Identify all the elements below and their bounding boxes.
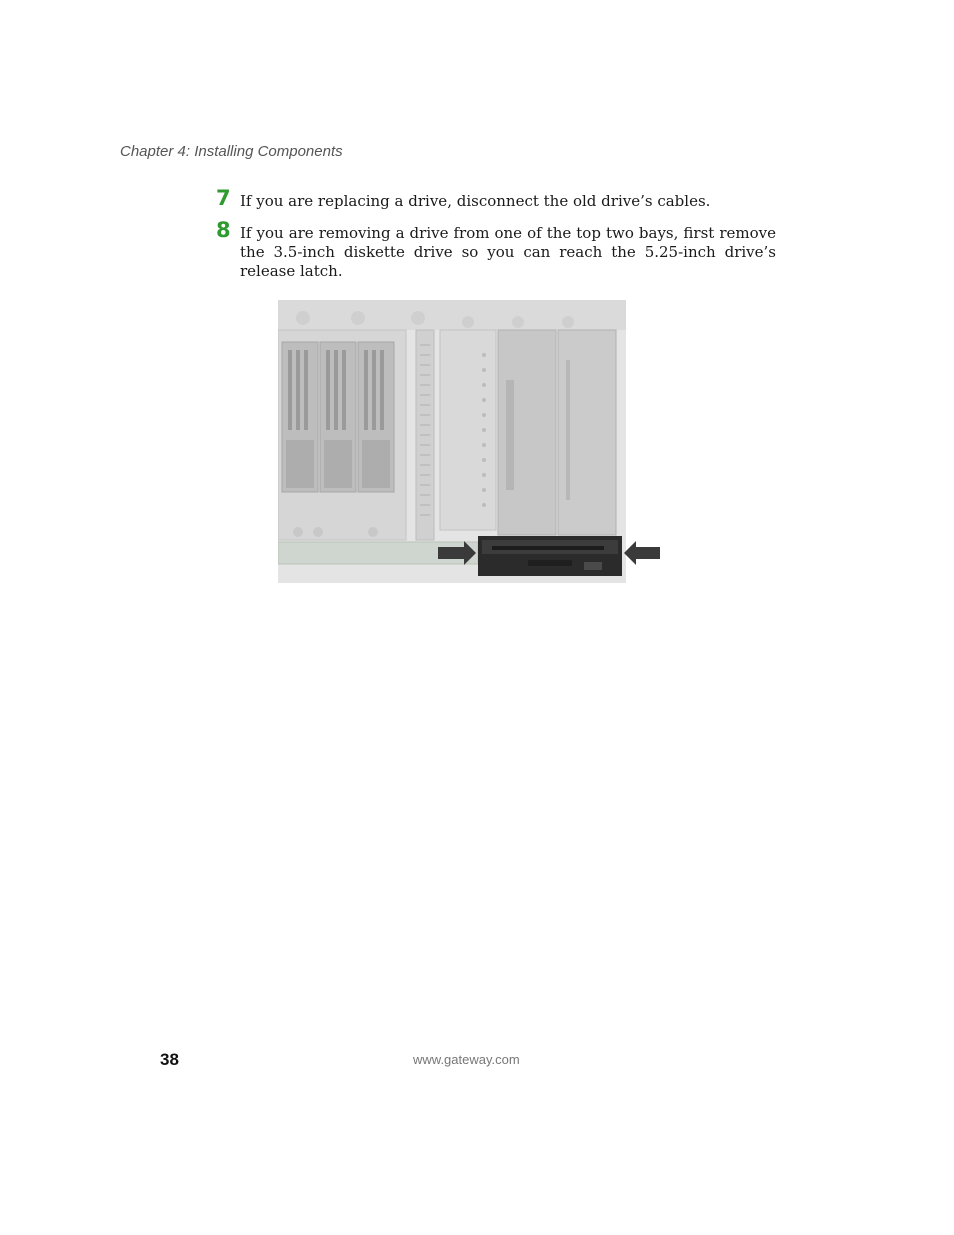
drive-trays [282,342,394,492]
step-text: If you are removing a drive from one of the top two bays, first remove the 3.5-inch diskette drive so you can reach the 5.25-inch drive’s release latch. [240,224,776,280]
footer-url: www.gateway.com [413,1052,520,1067]
perforated-bracket [440,330,496,530]
page-number: 38 [160,1050,179,1069]
chassis-top-rail [278,300,626,330]
chapter-header: Chapter 4: Installing Components [120,143,343,160]
step-number: 7 [216,186,231,210]
right-arrow-icon [624,541,660,565]
step-text: If you are replacing a drive, disconnect the old drive’s cables. [240,192,711,210]
step-number: 8 [216,218,231,242]
drive-bay-illustration [278,300,662,584]
